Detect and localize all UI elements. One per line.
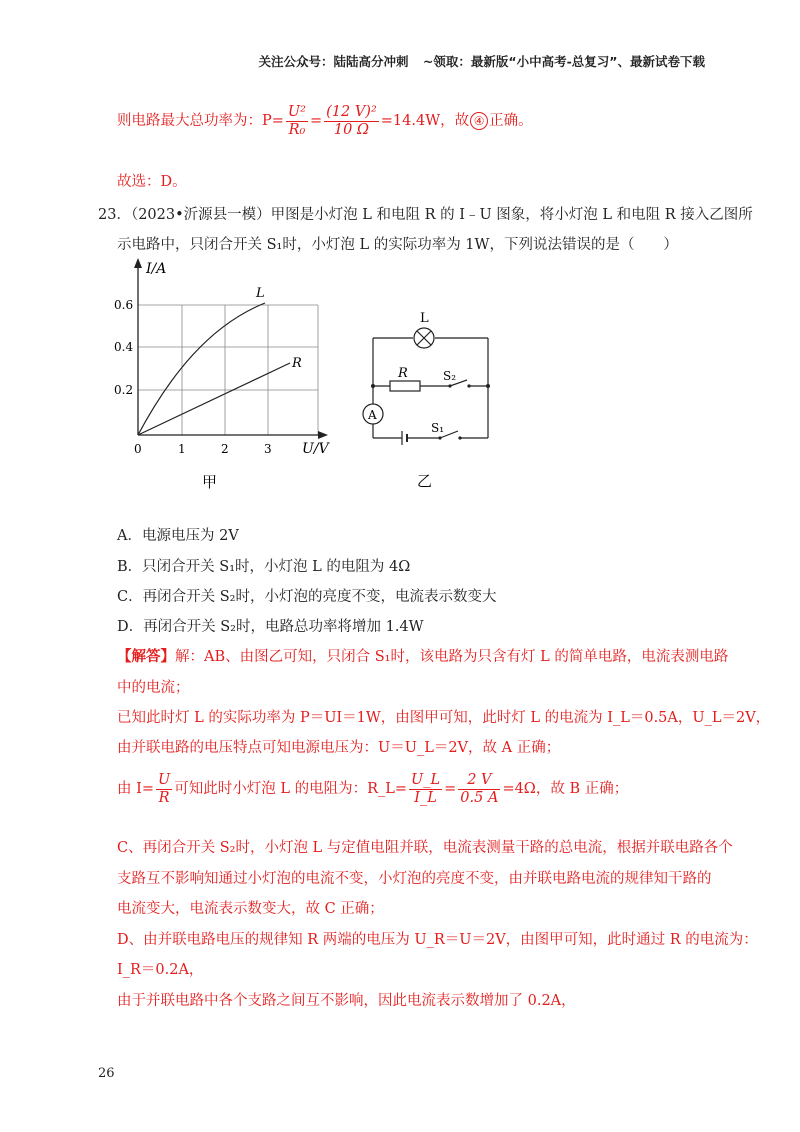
x-axis-arrow — [318, 431, 328, 439]
prev-frac-2-num: (12 V)² — [326, 104, 377, 120]
question-line-2: 示电路中，只闭合开关 S₁时，小灯泡 L 的实际功率为 1W，下列说法错误的是（ ） — [117, 237, 678, 253]
switch2-label: S₂ — [443, 369, 457, 383]
prev-power-line: 则电路最大总功率为：P= $\frac{\text{U²}}{\text{R₀}}$ = $\frac{\text{(12 V)²}}{10 \Omega}$ =14.4W，故 ④ 正确。 — [117, 104, 533, 138]
y-axis-label: I/A — [146, 261, 167, 277]
x-tick-1: 1 — [178, 442, 186, 456]
fig-yi-caption: 乙 — [417, 472, 433, 490]
switch2-contact — [467, 384, 470, 387]
prev-frac-1-num: U² — [287, 104, 306, 120]
prev-power-suffix-a: =14.4W，故 — [380, 113, 470, 130]
answer-frac-3-den: 0.5 A — [460, 789, 499, 806]
fig-jia-caption: 甲 — [202, 473, 218, 491]
answer-line-4: 由并联电路的电压特点可知电源电压为：U＝U_L＝2V，故 A 正确； — [117, 740, 561, 756]
resistor-label: R — [398, 366, 408, 381]
y-tick-04: 0.4 — [114, 340, 134, 354]
switch1-contact — [458, 436, 461, 439]
prev-frac-2 — [324, 104, 379, 138]
answer-l5-mid: 可知此时小灯泡 L 的电阻为：R_L= — [174, 781, 408, 798]
answer-line-8: 电流变大，电流表示数变大，故 C 正确； — [117, 901, 384, 917]
x-tick-0: 0 — [134, 442, 142, 456]
answer-line-11: 由于并联电路中各个支路之间互不影响，因此电流表示数增加了 0.2A， — [117, 993, 576, 1009]
answer-l5-eq: = — [444, 781, 457, 798]
answer-frac-1 — [156, 772, 172, 806]
lamp-label: L — [420, 311, 429, 326]
answer-frac-3 — [458, 772, 500, 806]
x-tick-3: 3 — [264, 442, 272, 456]
header-left: 关注公众号：陆陆高分冲刺 — [258, 54, 409, 69]
answer-line-1 — [117, 645, 728, 666]
curve-R — [138, 363, 290, 435]
answer-line-2: 中的电流； — [117, 680, 190, 696]
answer-line-10: I_R＝0.2A， — [117, 962, 204, 978]
answer-frac-2 — [409, 772, 442, 806]
switch1-pivot — [438, 436, 441, 439]
answer-l1: 解：AB、由图乙可知，只闭合 S₁时，该电路为只含有灯 L 的简单电路，电流表测电路 — [175, 649, 729, 665]
page-header — [249, 52, 705, 70]
circuit-diagram — [355, 300, 505, 495]
header-right: ~领取：最新版“小中高考-总复习”、最新试卷下载 — [422, 54, 705, 69]
x-axis-label: U/V — [302, 441, 329, 457]
junction-right — [486, 384, 490, 388]
answer-frac-2-num: U_L — [411, 772, 441, 788]
y-axis-arrow — [134, 258, 142, 268]
answer-line-9: D、由并联电路电压的规律知 R 两端的电压为 U_R＝U＝2V，由图甲可知，此时通过 R 的电流为： — [117, 932, 758, 948]
switch2-pivot — [448, 384, 451, 387]
junction-left — [371, 384, 375, 388]
graph-grid — [138, 305, 318, 435]
option-d: D．再闭合开关 S₂时，电路总功率将增加 1.4W — [117, 619, 424, 635]
y-tick-06: 0.6 — [114, 298, 134, 312]
question-line-1: 23．（2023•沂源县一模）甲图是小灯泡 L 和电阻 R 的 I﹣U 图象，将小灯泡 L 和电阻 R 接入乙图所 — [98, 207, 753, 223]
answer-line-5 — [117, 772, 628, 806]
answer-l5-prefix: 由 I= — [117, 781, 154, 798]
answer-tag: 【解答】 — [117, 648, 175, 665]
ammeter-label: A — [368, 408, 377, 422]
prev-circle-number: ④ — [470, 112, 488, 130]
prev-power-prefix: 则电路最大总功率为：P= — [117, 113, 284, 130]
page-number: 26 — [98, 1066, 115, 1081]
y-tick-02: 0.2 — [114, 383, 134, 397]
answer-line-6: C、再闭合开关 S₂时，小灯泡 L 与定值电阻并联，电流表测量干路的总电流，根据并联电路各个 — [117, 840, 733, 856]
prev-frac-1-den: R₀ — [288, 121, 306, 138]
curve-L — [138, 303, 265, 435]
option-c: C．再闭合开关 S₂时，小灯泡的亮度不变，电流表示数变大 — [117, 589, 497, 605]
answer-line-7: 支路互不影响知通过小灯泡的电流不变，小灯泡的亮度不变，由并联电路电流的规律知干路的 — [117, 871, 712, 887]
prev-frac-1 — [286, 104, 308, 138]
resistor-box — [390, 381, 420, 391]
prev-frac-2-den: 10 Ω — [333, 121, 369, 138]
curve-R-label: R — [292, 356, 302, 371]
option-a: A．电源电压为 2V — [117, 528, 239, 544]
curve-L-label: L — [256, 286, 265, 301]
answer-l5-suffix: =4Ω，故 B 正确； — [502, 781, 629, 798]
prev-choice: 故选：D。 — [117, 174, 187, 190]
x-tick-2: 2 — [221, 442, 229, 456]
answer-frac-2-den: I_L — [414, 789, 437, 806]
prev-power-suffix-b: 正确。 — [489, 113, 533, 130]
answer-frac-3-num: 2 V — [458, 772, 500, 790]
answer-frac-1-num: U — [158, 772, 171, 788]
answer-line-3: 已知此时灯 L 的实际功率为 P＝UI＝1W，由图甲可知，此时灯 L 的电流为 I_L＝0.5A，U_L＝2V， — [117, 710, 771, 726]
answer-frac-1-den: R — [158, 789, 170, 806]
switch1-label: S₁ — [431, 421, 445, 435]
iu-graph — [110, 255, 340, 495]
option-b: B．只闭合开关 S₁时，小灯泡 L 的电阻为 4Ω — [117, 559, 411, 575]
